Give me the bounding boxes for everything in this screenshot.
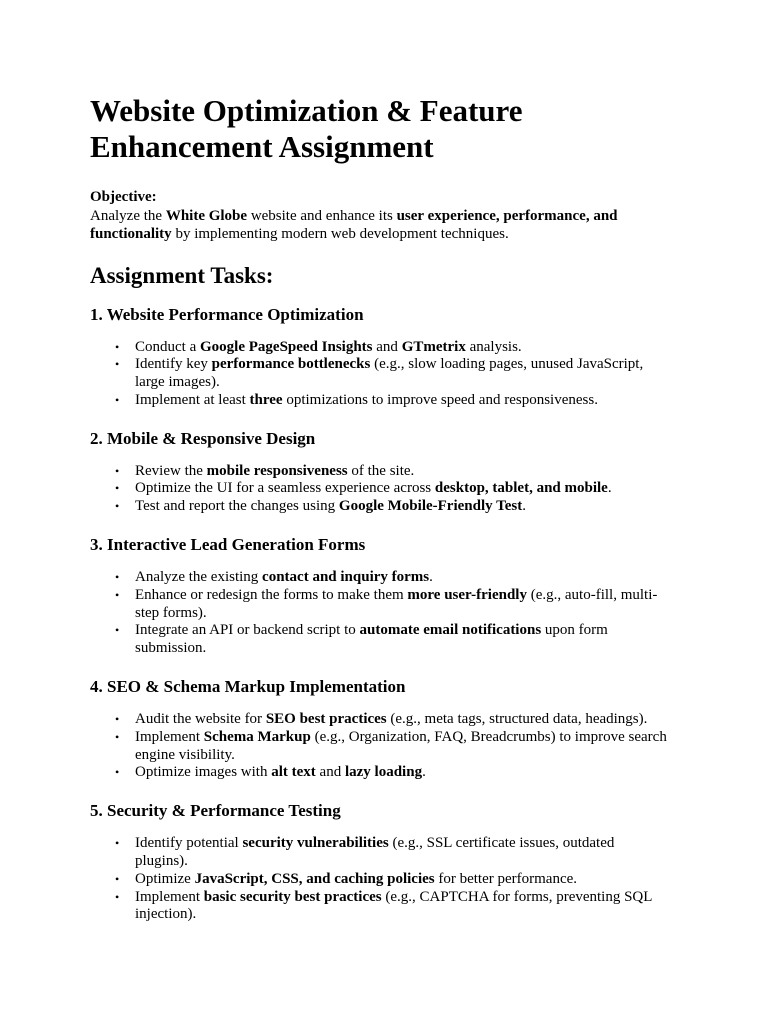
bold-text: mobile responsiveness (206, 462, 348, 479)
text-run: Analyze the existing (135, 569, 263, 586)
bullet-icon: • (115, 729, 120, 744)
bold-text: GTmetrix (401, 338, 466, 355)
task-section (90, 676, 678, 782)
text-run: . (429, 569, 433, 586)
list-item (90, 339, 667, 357)
section-heading: 3. Interactive Lead Generation Forms (90, 535, 366, 555)
bullet-icon: • (115, 481, 120, 496)
bold-text: desktop, tablet, and mobile (434, 480, 608, 497)
page-title: Website Optimization & Feature Enhancement Assignment (90, 93, 523, 164)
text-run: Optimize images with (135, 764, 272, 781)
bullet-icon: • (115, 765, 120, 780)
text-run: Optimize the UI for a seamless experience across (135, 480, 435, 497)
bold-text: basic security best practices (203, 888, 382, 905)
text-run: (e.g., slow loading pages, unused JavaScript, large images). (135, 356, 644, 391)
list-item (90, 622, 667, 658)
text-run: (e.g., CAPTCHA for forms, preventing SQL injection). (135, 888, 652, 923)
bold-text: more user-friendly (407, 586, 527, 603)
objective-text (90, 207, 650, 244)
task-section (90, 304, 678, 410)
list-item (90, 392, 667, 410)
bullet-icon: • (115, 712, 120, 727)
text-run: of the site. (347, 462, 415, 479)
bullet-icon: • (115, 357, 120, 372)
bullet-icon: • (115, 889, 120, 904)
text-run: Audit the website for (135, 711, 266, 728)
text-run: Identify potential (135, 835, 243, 852)
bullet-icon: • (115, 587, 120, 602)
list-item (90, 498, 667, 516)
bullet-icon: • (115, 623, 120, 638)
task-section (90, 428, 678, 516)
task-section (90, 800, 678, 924)
bullet-icon: • (115, 499, 120, 514)
bold-text: White Globe (165, 207, 248, 224)
objective-label: Objective: (90, 189, 157, 205)
bullet-list (90, 835, 678, 924)
text-run: (e.g., meta tags, structured data, headings). (386, 711, 648, 728)
bullet-list (90, 569, 678, 658)
bold-text: automate email notifications (359, 622, 542, 639)
bullet-icon: • (115, 463, 120, 478)
text-run: (e.g., SSL certificate issues, outdated plugins). (135, 835, 615, 870)
text-run: website and enhance its (247, 207, 397, 224)
objective-block (90, 188, 650, 244)
bold-text: Google Mobile-Friendly Test (338, 498, 523, 515)
text-run: Optimize (135, 870, 195, 887)
tasks-heading: Assignment Tasks: (90, 262, 274, 288)
bullet-list (90, 711, 678, 782)
bullet-list (90, 339, 678, 410)
text-run: . (522, 498, 526, 515)
bold-text: SEO best practices (265, 711, 387, 728)
section-heading: 1. Website Performance Optimization (90, 304, 364, 324)
text-run: Test and report the changes using (135, 498, 339, 515)
text-run: Enhance or redesign the forms to make them (135, 586, 408, 603)
list-item (90, 729, 667, 765)
list-item (90, 835, 667, 871)
bullet-icon: • (115, 392, 120, 407)
text-run: . (422, 764, 426, 781)
text-run: Implement (135, 728, 204, 745)
bullet-icon: • (115, 836, 120, 851)
text-run: Identify key (135, 356, 212, 373)
text-run: analysis. (465, 338, 522, 355)
bold-text: alt text (271, 764, 316, 781)
bold-text: lazy loading (344, 764, 423, 781)
list-item (90, 587, 667, 623)
text-run: Conduct a (135, 338, 200, 355)
list-item (90, 764, 667, 782)
text-run: Implement (135, 888, 204, 905)
bold-text: contact and inquiry forms (262, 569, 430, 586)
task-section (90, 534, 678, 658)
bold-text: Google PageSpeed Insights (200, 338, 373, 355)
list-item (90, 871, 667, 889)
list-item (90, 463, 667, 481)
text-run: for better performance. (434, 870, 578, 887)
bold-text: three (249, 391, 283, 408)
text-run: and (372, 338, 402, 355)
text-run: Implement at least (135, 391, 250, 408)
bullet-icon: • (115, 339, 120, 354)
bullet-icon: • (115, 871, 120, 886)
bullet-list (90, 463, 678, 516)
list-item (90, 711, 667, 729)
text-run: (e.g., Organization, FAQ, Breadcrumbs) to improve search engine visibility. (135, 728, 667, 763)
bullet-icon: • (115, 570, 120, 585)
section-heading: 4. SEO & Schema Markup Implementation (90, 677, 406, 697)
text-run: Review the (135, 462, 207, 479)
task-sections (90, 304, 678, 925)
text-run: Analyze the (90, 207, 166, 224)
list-item (90, 356, 667, 392)
text-run: and (315, 764, 345, 781)
section-heading: 2. Mobile & Responsive Design (90, 428, 316, 448)
bold-text: Schema Markup (203, 728, 311, 745)
bold-text: JavaScript, CSS, and caching policies (194, 870, 435, 887)
bold-text: performance bottlenecks (211, 356, 371, 373)
text-run: (e.g., auto-fill, multi-step forms). (135, 586, 658, 621)
list-item (90, 569, 667, 587)
text-run: optimizations to improve speed and responsiveness. (282, 391, 598, 408)
bold-text: user experience, performance, and functionality (90, 207, 618, 242)
text-run: Integrate an API or backend script to (135, 622, 360, 639)
text-run: upon form submission. (135, 622, 608, 657)
list-item (90, 889, 667, 925)
text-run: . (607, 480, 612, 497)
bold-text: security vulnerabilities (242, 835, 389, 852)
text-run: by implementing modern web development techniques. (171, 226, 509, 242)
list-item (90, 480, 667, 498)
section-heading: 5. Security & Performance Testing (90, 801, 341, 821)
